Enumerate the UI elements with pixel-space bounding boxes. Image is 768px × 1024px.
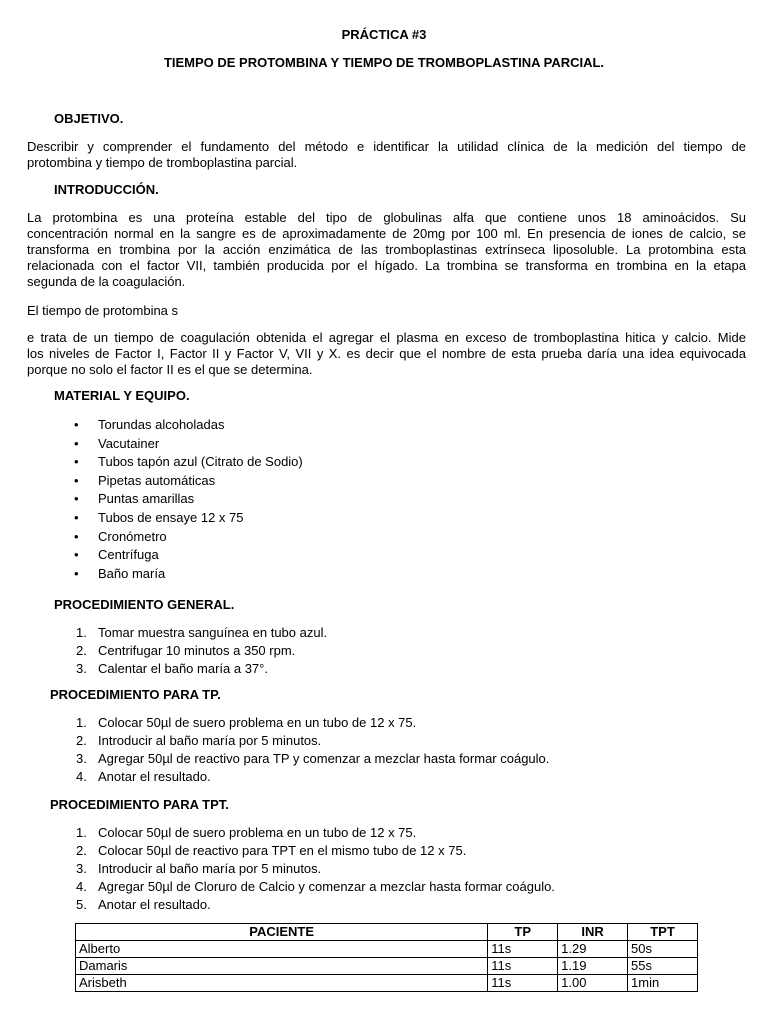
list-item: • Tubos de ensaye 12 x 75 [70, 509, 303, 528]
list-item: 5. Anotar el resultado. [76, 897, 211, 912]
header-paciente: PACIENTE [76, 924, 488, 941]
paragraph-line: El tiempo de protombina s [27, 303, 179, 318]
list-item: • Tubos tapón azul (Citrato de Sodio) [70, 453, 303, 472]
header-tp: TP [488, 924, 558, 941]
proc-general-heading: PROCEDIMIENTO GENERAL. [54, 597, 235, 612]
table-header-row [76, 924, 698, 941]
paragraph-line: concentración normal en la sangre es de aproximadamente de 20mg por 100 ml. En presencia de iones de calcio, se [27, 226, 746, 241]
proc-general-list [70, 624, 327, 678]
proc-tp-heading: PROCEDIMIENTO PARA TP. [50, 687, 221, 702]
list-item: 3. Calentar el baño maría a 37°. [76, 661, 268, 676]
document-title: PRÁCTICA #3 [341, 27, 427, 42]
list-item: • Vacutainer [70, 435, 303, 454]
paragraph-line: segunda de la coagulación. [27, 274, 186, 289]
list-item: 2. Centrifugar 10 minutos a 350 rpm. [76, 643, 296, 658]
document-subtitle: TIEMPO DE PROTOMBINA Y TIEMPO DE TROMBOPLASTINA PARCIAL. [163, 55, 605, 70]
cell-tpt: 55s [628, 958, 698, 975]
introduccion-paragraph-1 [27, 210, 746, 290]
paragraph-line: e trata de un tiempo de coagulación obtenida el agregar el plasma en exceso de tromboplastina hitica y calcio. Mide [27, 330, 746, 345]
cell-inr: 1.19 [558, 958, 628, 975]
list-item: 1. Tomar muestra sanguínea en tubo azul. [76, 625, 328, 640]
list-item: 1. Colocar 50µl de suero problema en un tubo de 12 x 75. [76, 825, 417, 840]
paragraph-line: relacionada con el factor VII, también producida por el hígado. La trombina se transforma en trombina en la etapa [27, 258, 746, 273]
paragraph-line: porque no solo el factor II es el que se determina. [27, 362, 313, 377]
list-item: • Centrífuga [70, 546, 303, 565]
list-item: 4. Anotar el resultado. [76, 769, 211, 784]
cell-paciente: Alberto [76, 941, 488, 958]
results-table [75, 923, 698, 992]
cell-inr: 1.00 [558, 975, 628, 992]
objetivo-heading: OBJETIVO. [54, 111, 124, 126]
material-heading: MATERIAL Y EQUIPO. [54, 388, 190, 403]
objetivo-paragraph [27, 139, 746, 171]
cell-paciente: Damaris [76, 958, 488, 975]
list-item: 3. Agregar 50µl de reactivo para TP y comenzar a mezclar hasta formar coágulo. [76, 751, 550, 766]
list-item: 2. Introducir al baño maría por 5 minutos. [76, 733, 322, 748]
cell-inr: 1.29 [558, 941, 628, 958]
list-item: • Torundas alcoholadas [70, 416, 303, 435]
cell-paciente: Arisbeth [76, 975, 488, 992]
paragraph-line: transforma en trombina por la acción enzimática de las tromboplastinas extrínseca liposoluble. La protombina esta [27, 242, 746, 257]
material-list [70, 416, 303, 583]
introduccion-paragraph-2 [27, 303, 746, 319]
cell-tp: 11s [488, 958, 558, 975]
cell-tpt: 50s [628, 941, 698, 958]
list-item: • Baño maría [70, 565, 303, 584]
list-item: 1. Colocar 50µl de suero problema en un tubo de 12 x 75. [76, 715, 417, 730]
header-tpt: TPT [628, 924, 698, 941]
table-row [76, 941, 698, 958]
list-item: 4. Agregar 50µl de Cloruro de Calcio y comenzar a mezclar hasta formar coágulo. [76, 879, 555, 894]
paragraph-line: La protombina es una proteína estable del tipo de globulinas alfa que contiene unos 18 aminoácidos. Su [27, 210, 746, 225]
paragraph-line: protombina y tiempo de tromboplastina parcial. [27, 155, 298, 170]
proc-tp-list [70, 714, 549, 786]
cell-tp: 11s [488, 941, 558, 958]
paragraph-line: los niveles de Factor I, Factor II y Factor V, VII y X. es decir que el nombre de esta prueba daría una idea equivocada [27, 346, 746, 361]
paragraph-line: Describir y comprender el fundamento del método e identificar la utilidad clínica de la medición del tiempo de [27, 139, 746, 154]
list-item: 3. Introducir al baño maría por 5 minutos. [76, 861, 322, 876]
proc-tpt-heading: PROCEDIMIENTO PARA TPT. [50, 797, 229, 812]
table-row [76, 975, 698, 992]
introduccion-paragraph-3 [27, 330, 746, 378]
cell-tp: 11s [488, 975, 558, 992]
proc-tpt-list [70, 824, 555, 914]
list-item: • Pipetas automáticas [70, 472, 303, 491]
list-item: 2. Colocar 50µl de reactivo para TPT en el mismo tubo de 12 x 75. [76, 843, 467, 858]
list-item: • Cronómetro [70, 528, 303, 547]
header-inr: INR [558, 924, 628, 941]
table-row [76, 958, 698, 975]
cell-tpt: 1min [628, 975, 698, 992]
list-item: • Puntas amarillas [70, 490, 303, 509]
introduccion-heading: INTRODUCCIÓN. [54, 182, 159, 197]
